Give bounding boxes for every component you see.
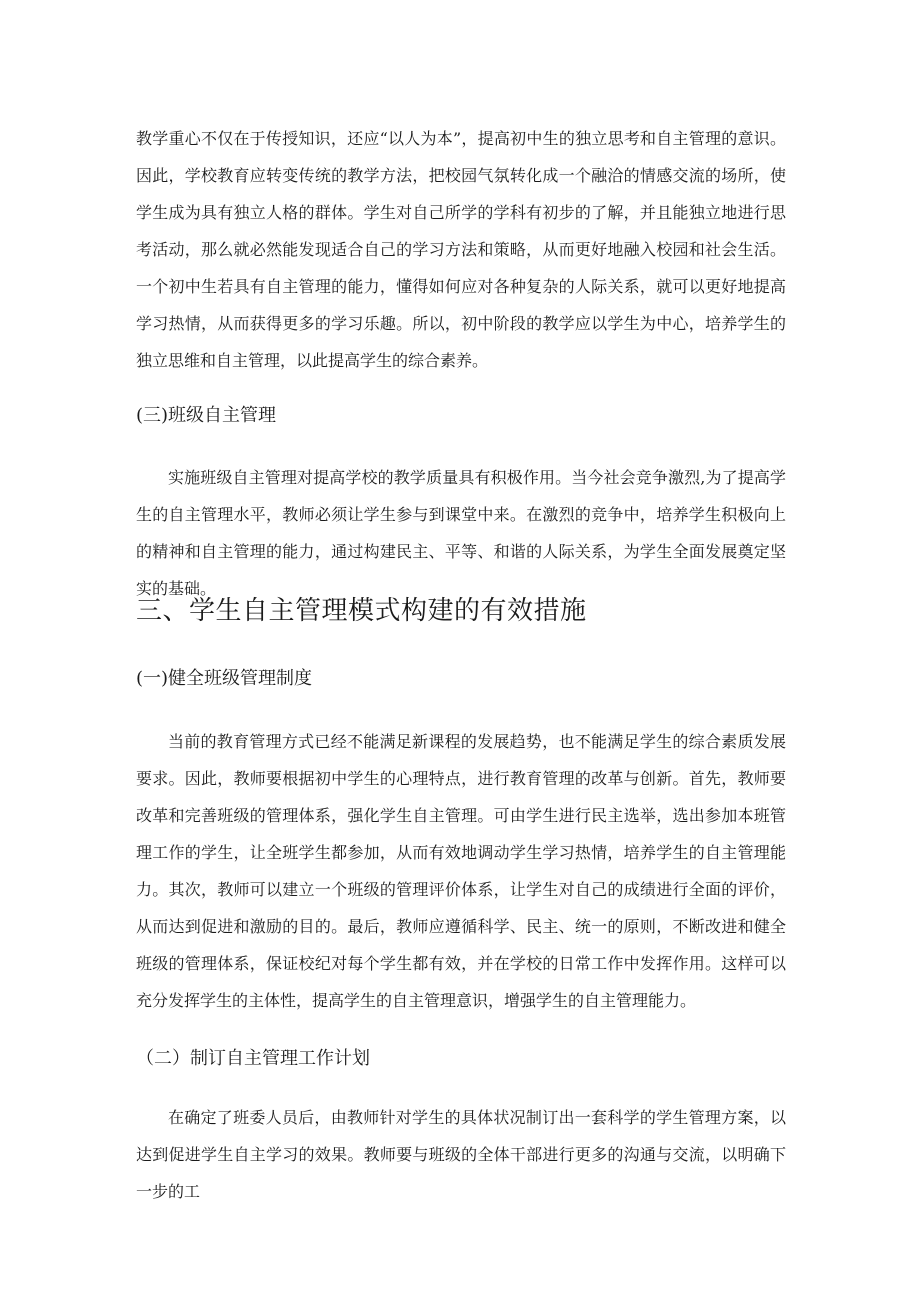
paragraph-management-system: 当前的教育管理方式已经不能满足新课程的发展趋势，也不能满足学生的综合素质发展要求。因此，教师要根据初中学生的心理特点，进行教育管理的改革与创新。首先，教师要改革和完善班级的管理体系，强化学生自主管理。可由学生进行民主选举，选出参加本班管理工作的学生，让全班学生都参加，从而有效地调动学生学习热情，培养学生的自主管理能力。其次，教师可以建立一个班级的管理评价体系，让学生对自己的成绩进行全面的评价，从而达到促进和激励的目的。最后，教师应遵循科学、民主、统一的原则，不断改进和健全班级的管理体系，保证校纪对每个学生都有效，并在学校的日常工作中发挥作用。这样可以充分发挥学生的主体性，提高学生的自主管理意识，增强学生的自主管理能力。 [136,732,786,1010]
paragraph-teaching-focus: 教学重心不仅在于传授知识，还应“以人为本”，提高初中生的独立思考和自主管理的意识。因此，学校教育应转变传统的教学方法，把校园气氛转化成一个融洽的情感交流的场所，使学生成为具有独立人格的群体。学生对自己所学的学科有初步的了解，并且能独立地进行思考活动，那么就必然能发现适合自己的学习方法和策略，从而更好地融入校园和社会生活。一个初中生若具有自主管理的能力，懂得如何应对各种复杂的人际关系，就可以更好地提高学习热情，从而获得更多的学习乐趣。所以，初中阶段的教学应以学生为中心，培养学生的独立思维和自主管理，以此提高学生的综合素养。 [136,129,786,370]
paragraph-class-self-management: 实施班级自主管理对提高学校的教学质量具有积极作用。当今社会竞争激烈,为了提高学生的自主管理水平，教师必须让学生参与到课堂中来。在激烈的竞争中，培养学生积极向上的精神和自主管理的能力，通过构建民主、平等、和谐的人际关系，为学生全面发展奠定坚实的基础。 [136,468,786,598]
subheading-work-plan: （二）制订自主管理工作计划 [136,1048,370,1069]
section-title-effective-measures: 三、学生自主管理模式构建的有效措施 [136,596,587,626]
subheading-management-system: (一)健全班级管理制度 [136,668,313,689]
paragraph-work-plan: 在确定了班委人员后，由教师针对学生的具体状况制订出一套科学的学生管理方案，以达到促进学生自主学习的效果。教师要与班级的全体干部进行更多的沟通与交流，以明确下一步的工 [136,1108,786,1201]
subheading-class-self-management: (三)班级自主管理 [136,405,277,426]
